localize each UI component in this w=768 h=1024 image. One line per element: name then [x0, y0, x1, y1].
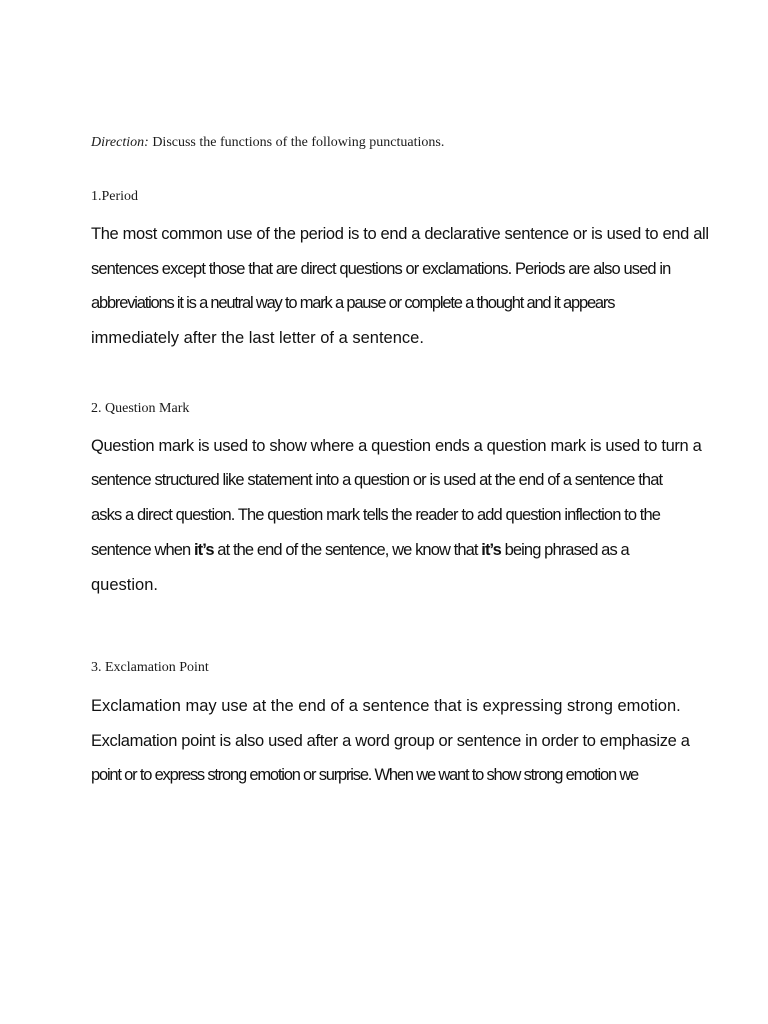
paragraph-line: abbreviations it is a neutral way to mark a pause or complete a thought and it appears [91, 294, 615, 312]
emphasis-its: it’s [193, 541, 214, 559]
section-heading-exclamation-point: 3. Exclamation Point [91, 660, 209, 675]
paragraph-line: sentence structured like statement into a question or is used at the end of a sentence that [91, 471, 663, 489]
section-heading-question-mark: 2. Question Mark [91, 401, 190, 416]
paragraph-line: Exclamation point is also used after a word group or sentence in order to emphasize a [91, 732, 690, 750]
section-heading-period: 1.Period [91, 189, 139, 204]
paragraph-line: The most common use of the period is to end a declarative sentence or is used to end all [91, 225, 709, 243]
emphasis-its: it’s [481, 541, 501, 559]
direction-label: Direction: [91, 135, 149, 150]
paragraph-line [91, 541, 629, 560]
line-part: at the end of the sentence, we know that [213, 541, 482, 559]
line-part: sentence when [91, 541, 194, 559]
line-part: being phrased as a [500, 541, 629, 559]
paragraph-line: Exclamation may use at the end of a sentence that is expressing strong emotion. [91, 697, 681, 715]
paragraph-line: asks a direct question. The question mark tells the reader to add question inflection to the [91, 506, 661, 524]
direction-line [91, 135, 444, 151]
direction-text: Discuss the functions of the following punctuations. [148, 135, 445, 150]
paragraph-line: question. [91, 576, 158, 594]
paragraph-line: immediately after the last letter of a sentence. [91, 329, 424, 347]
paragraph-line: Question mark is used to show where a question ends a question mark is used to turn a [91, 437, 702, 455]
paragraph-line: point or to express strong emotion or surprise. When we want to show strong emotion we [91, 766, 639, 784]
paragraph-line: sentences except those that are direct questions or exclamations. Periods are also used in [91, 260, 671, 278]
